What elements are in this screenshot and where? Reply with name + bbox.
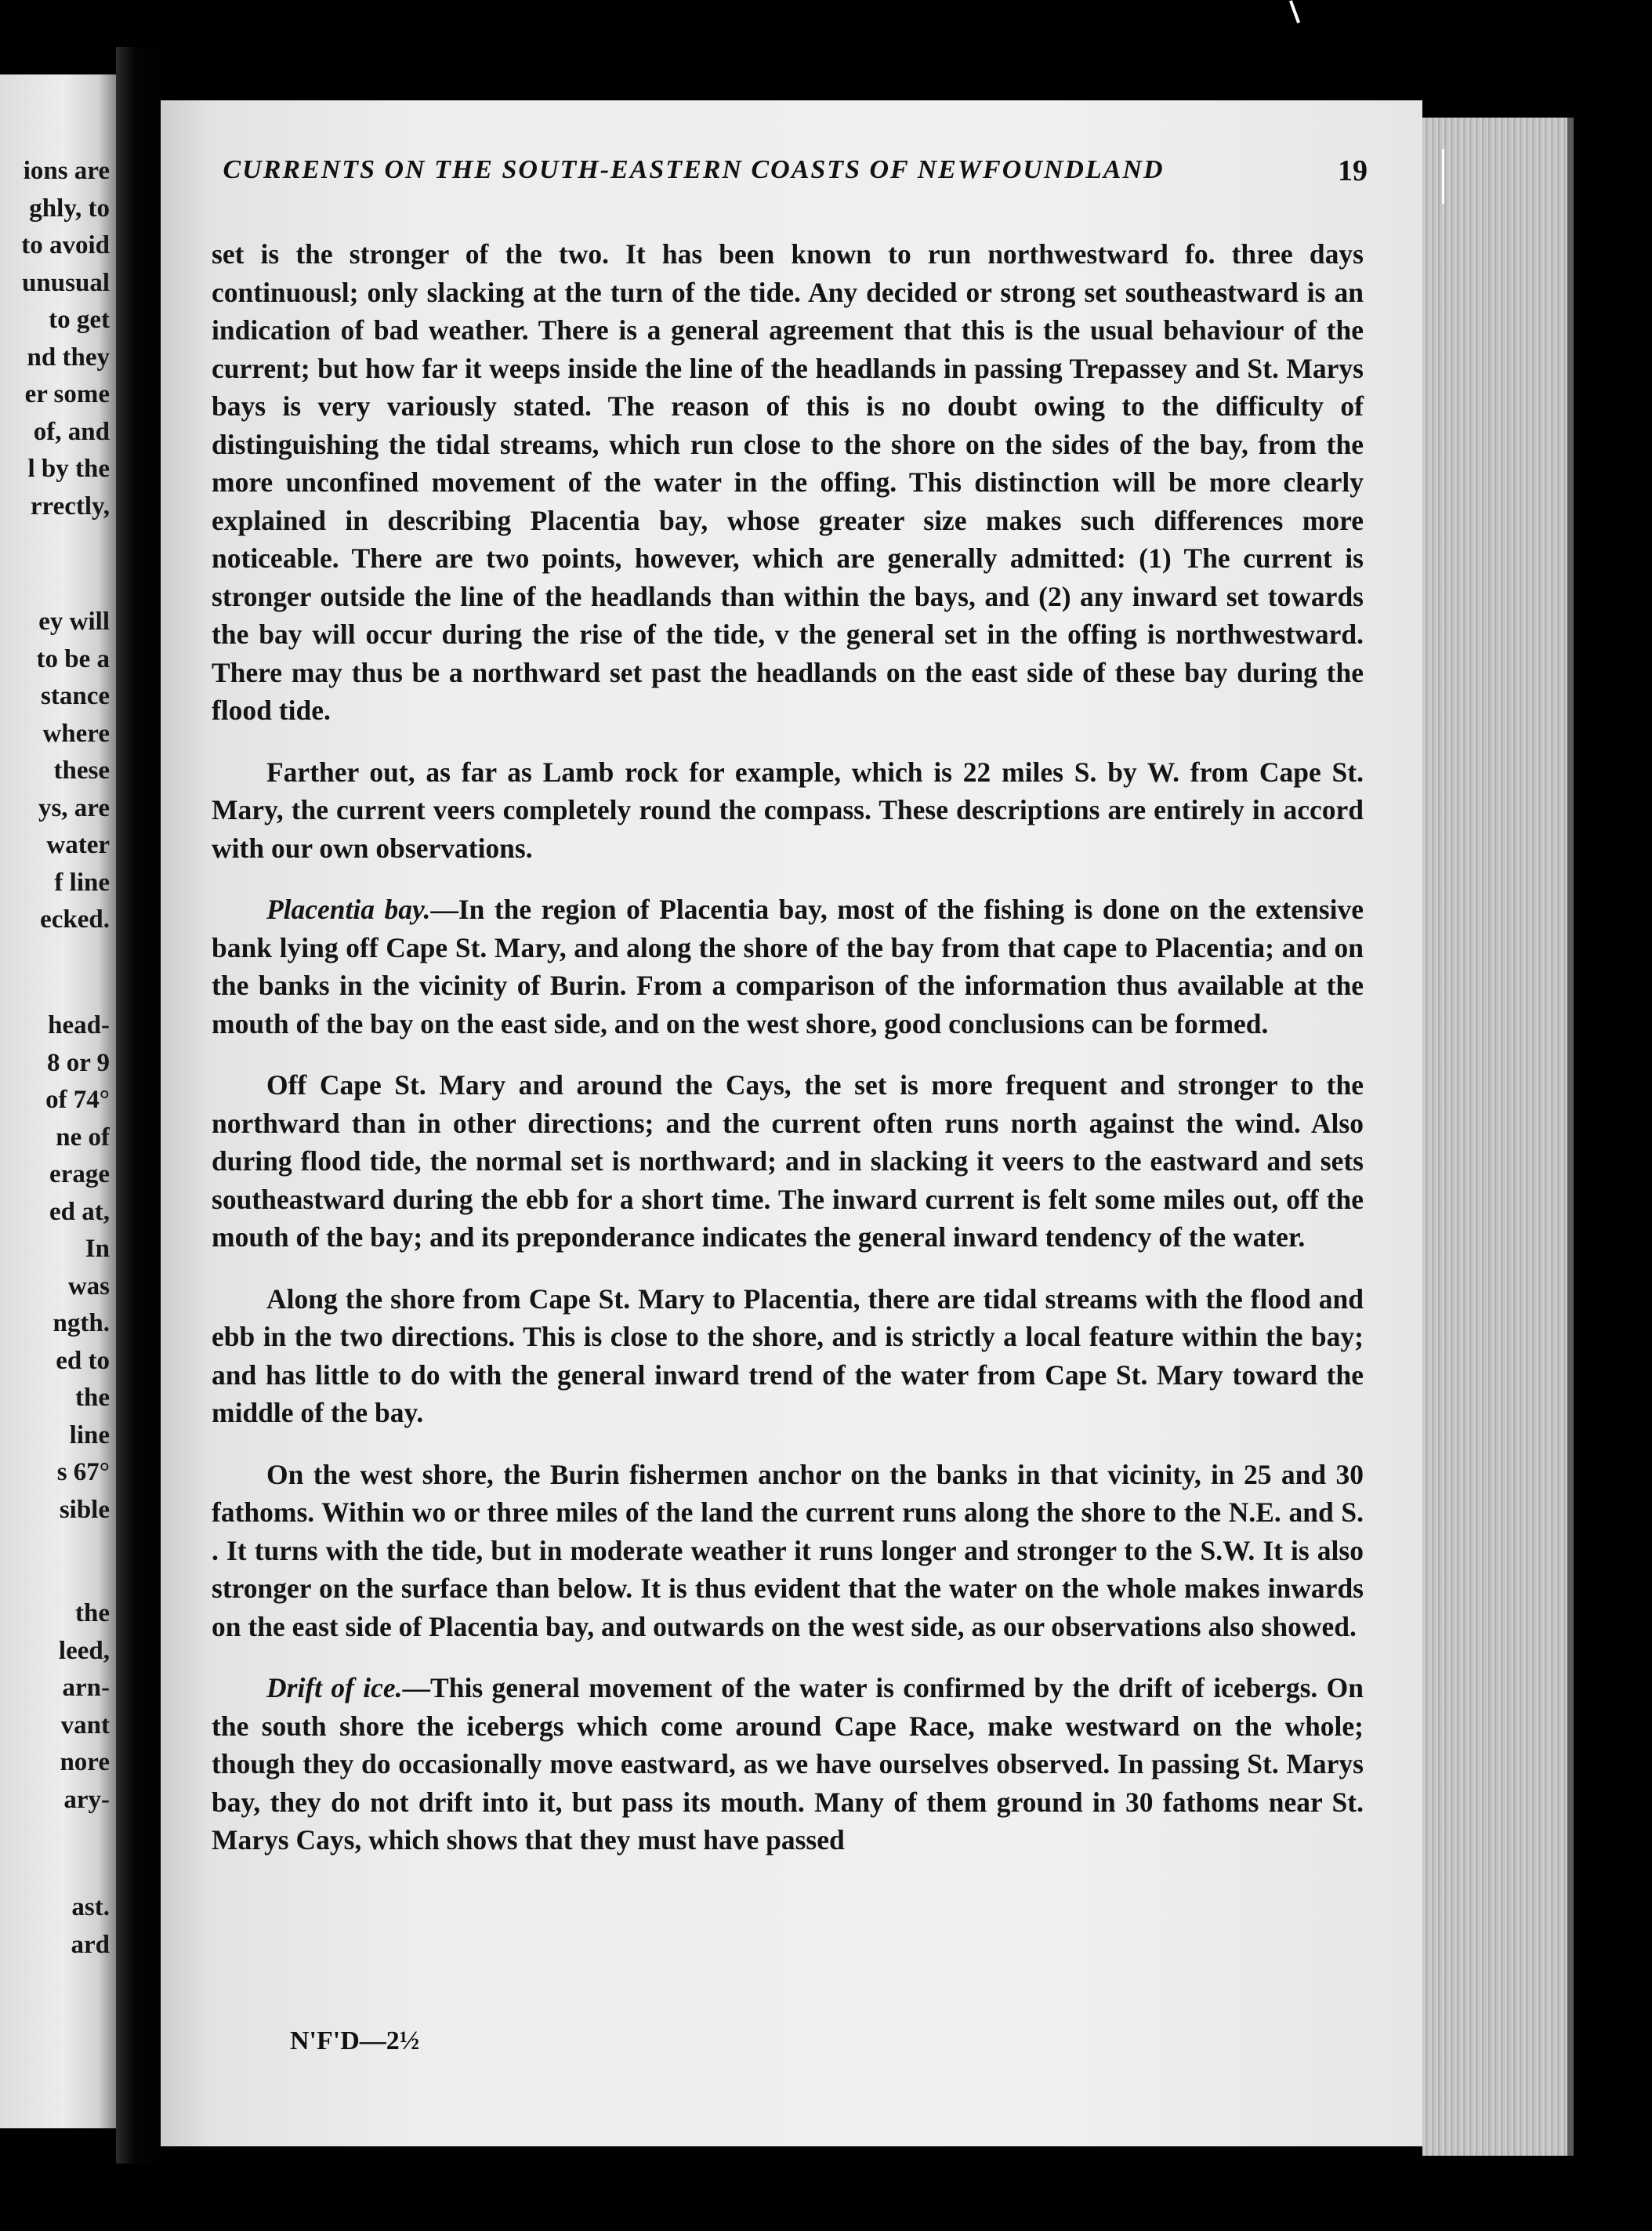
facing-page-text-fragment: of 74° — [45, 1086, 110, 1114]
paragraph — [212, 1669, 1364, 1859]
facing-page-text-fragment: ngth. — [53, 1309, 110, 1337]
paragraph — [212, 1066, 1364, 1257]
facing-page-text-fragment: rrectly, — [30, 492, 110, 521]
paragraph-heading: Placentia bay. — [266, 894, 431, 925]
facing-page-text-fragment: erage — [49, 1160, 110, 1188]
facing-page-text-fragment: ed to — [56, 1347, 110, 1375]
paragraph-text: —This general movement of the water is confirmed by the drift of icebergs. On the south shore the icebergs which come around Cape Race, make westward on the whole; though they do occasionally move eastward, as we have ourselves observed. In passing St. Marys bay, they do not drift into it, but pass its mouth. Many of them ground in 30 fathoms near St. Marys Cays, which shows that they must have passed — [212, 1672, 1364, 1856]
facing-page-text-fragment: the — [75, 1384, 110, 1412]
paragraph-heading: Drift of ice. — [266, 1672, 403, 1703]
facing-page-text-fragment: ne of — [56, 1123, 110, 1152]
paragraph — [212, 891, 1364, 1043]
facing-page-text-fragment: ions are — [23, 157, 110, 185]
signature-mark: N'F'D—2½ — [290, 2026, 420, 2055]
page-header — [137, 155, 1368, 198]
facing-page-text-fragment: stance — [41, 682, 110, 710]
facing-page-text-fragment: ecked. — [40, 905, 110, 934]
facing-page-text-fragment: ghly, to — [29, 194, 110, 223]
facing-page-text-fragment: nd they — [27, 343, 110, 372]
scan-artifact — [1289, 0, 1300, 24]
facing-page-text-fragment: ed at, — [49, 1198, 110, 1226]
facing-page-text-fragment: sible — [59, 1496, 110, 1524]
scan-artifact — [1442, 149, 1444, 204]
facing-page-text-fragment: er some — [24, 380, 110, 408]
facing-page-text-fragment: ary- — [63, 1786, 110, 1814]
paragraph — [212, 1456, 1364, 1646]
facing-page-text-fragment: the — [75, 1599, 110, 1627]
paragraph-text: —In the region of Placentia bay, most of the fishing is done on the extensive bank lying off Cape St. Mary, and along the shore of the bay from that cape to Placentia; and on the banks in the vicinity of Burin. From a comparison of the information thus available at the mouth of the bay on the east side, and on the west shore, good conclusions can be formed. — [212, 894, 1364, 1039]
facing-page-text-fragment: to avoid — [21, 231, 110, 259]
running-head: CURRENTS ON THE SOUTH-EASTERN COASTS OF NEWFOUNDLAND — [223, 155, 1165, 184]
binding-gutter — [116, 47, 163, 2164]
paragraph — [212, 1280, 1364, 1432]
facing-page-text-fragment: nore — [60, 1748, 110, 1776]
facing-page-text-fragment: 8 or 9 — [46, 1049, 110, 1077]
paragraph — [212, 235, 1364, 730]
page-edges — [1422, 118, 1574, 2156]
facing-page-text-fragment: vant — [60, 1711, 110, 1739]
paragraph — [212, 753, 1364, 868]
paragraph-text: Farther out, as far as Lamb rock for example, which is 22 miles S. by W. from Cape St. Mary, the current veers completely round the compass. These descriptions are entirely in accord with our own observations. — [212, 756, 1364, 864]
facing-page-text-fragment: unusual — [22, 269, 110, 297]
facing-page-text-fragment: leed, — [58, 1637, 110, 1665]
page-body — [212, 235, 1364, 1859]
paragraph-text: set is the stronger of the two. It has been known to run northwestward fo. three days continuousl; only slacking at the turn of the tide. Any decided or strong set southeastward is an indication of bad weather. There is a general agreement that this is the usual behaviour of the current; but how far it weeps inside the line of the headlands in passing Trepassey and St. Marys bays is very variously stated. The reason of this is no doubt owing to the difficulty of distinguishing the tidal streams, which run close to the shore on the sides of the bay, from the more unconfined movement of the water in the offing. This distinction will be more clearly explained in describing Placentia bay, whose greater size makes such differences more noticeable. There are two points, however, which are generally admitted: (1) The current is stronger outside the line of the headlands than within the bays, and (2) any inward set towards the bay will occur during the rise of the tide, v the general set in the offing is northwestward. There may thus be a northward set past the headlands on the east side of these bay during the flood tide. — [212, 238, 1364, 726]
facing-page-text-fragment: f line — [54, 869, 110, 897]
paragraph-text: On the west shore, the Burin fishermen anchor on the banks in that vicinity, in 25 and 30 fathoms. Within wo or three miles of the land the current runs along the shore to the N.E. and S. . It turns with the tide, but in moderate weather it runs longer and stronger to the S.W. It is also stronger on the surface than below. It is thus evident that the water on the whole makes inwards on the east side of Placentia bay, and outwards on the west side, as our observations also showed. — [212, 1458, 1364, 1642]
facing-page-fragment — [0, 74, 116, 2128]
page-number: 19 — [1338, 154, 1368, 187]
facing-page-text-fragment: In — [85, 1235, 110, 1263]
facing-page-text-fragment: to get — [49, 306, 110, 334]
facing-page-text-fragment: water — [46, 831, 110, 859]
facing-page-text-fragment: head- — [48, 1011, 110, 1039]
facing-page-text-fragment: s 67° — [56, 1458, 110, 1486]
facing-page-text-fragment: ard — [71, 1931, 110, 1959]
facing-page-text-fragment: of, and — [33, 418, 110, 446]
facing-page-text-fragment: these — [53, 756, 110, 785]
paragraph-text: Along the shore from Cape St. Mary to Placentia, there are tidal streams with the flood and ebb in the two directions. This is close to the shore, and is strictly a local feature within the bay; and has little to do with the general inward trend of the water from Cape St. Mary toward the middle of the bay. — [212, 1282, 1364, 1428]
facing-page-text-fragment: to be a — [36, 645, 110, 673]
facing-page-text-fragment: line — [69, 1421, 110, 1449]
paragraph-text: Off Cape St. Mary and around the Cays, the set is more frequent and stronger to the northward than in other directions; and the current often runs north against the wind. Also during flood tide, the normal set is northward; and in slacking it veers to the eastward and sets southeastward during the ebb for a short time. The inward current is felt some miles out, off the mouth of the bay; and its preponderance indicates the general inward tendency of the water. — [212, 1069, 1364, 1253]
facing-page-text-fragment: ey will — [38, 608, 110, 636]
facing-page-text-fragment: l by the — [27, 455, 110, 483]
facing-page-text-fragment: arn- — [62, 1674, 110, 1702]
facing-page-text-fragment: ast. — [71, 1893, 110, 1921]
facing-page-text-fragment: was — [67, 1272, 110, 1301]
facing-page-text-fragment: ys, are — [38, 794, 110, 822]
facing-page-text-fragment: where — [42, 720, 110, 748]
